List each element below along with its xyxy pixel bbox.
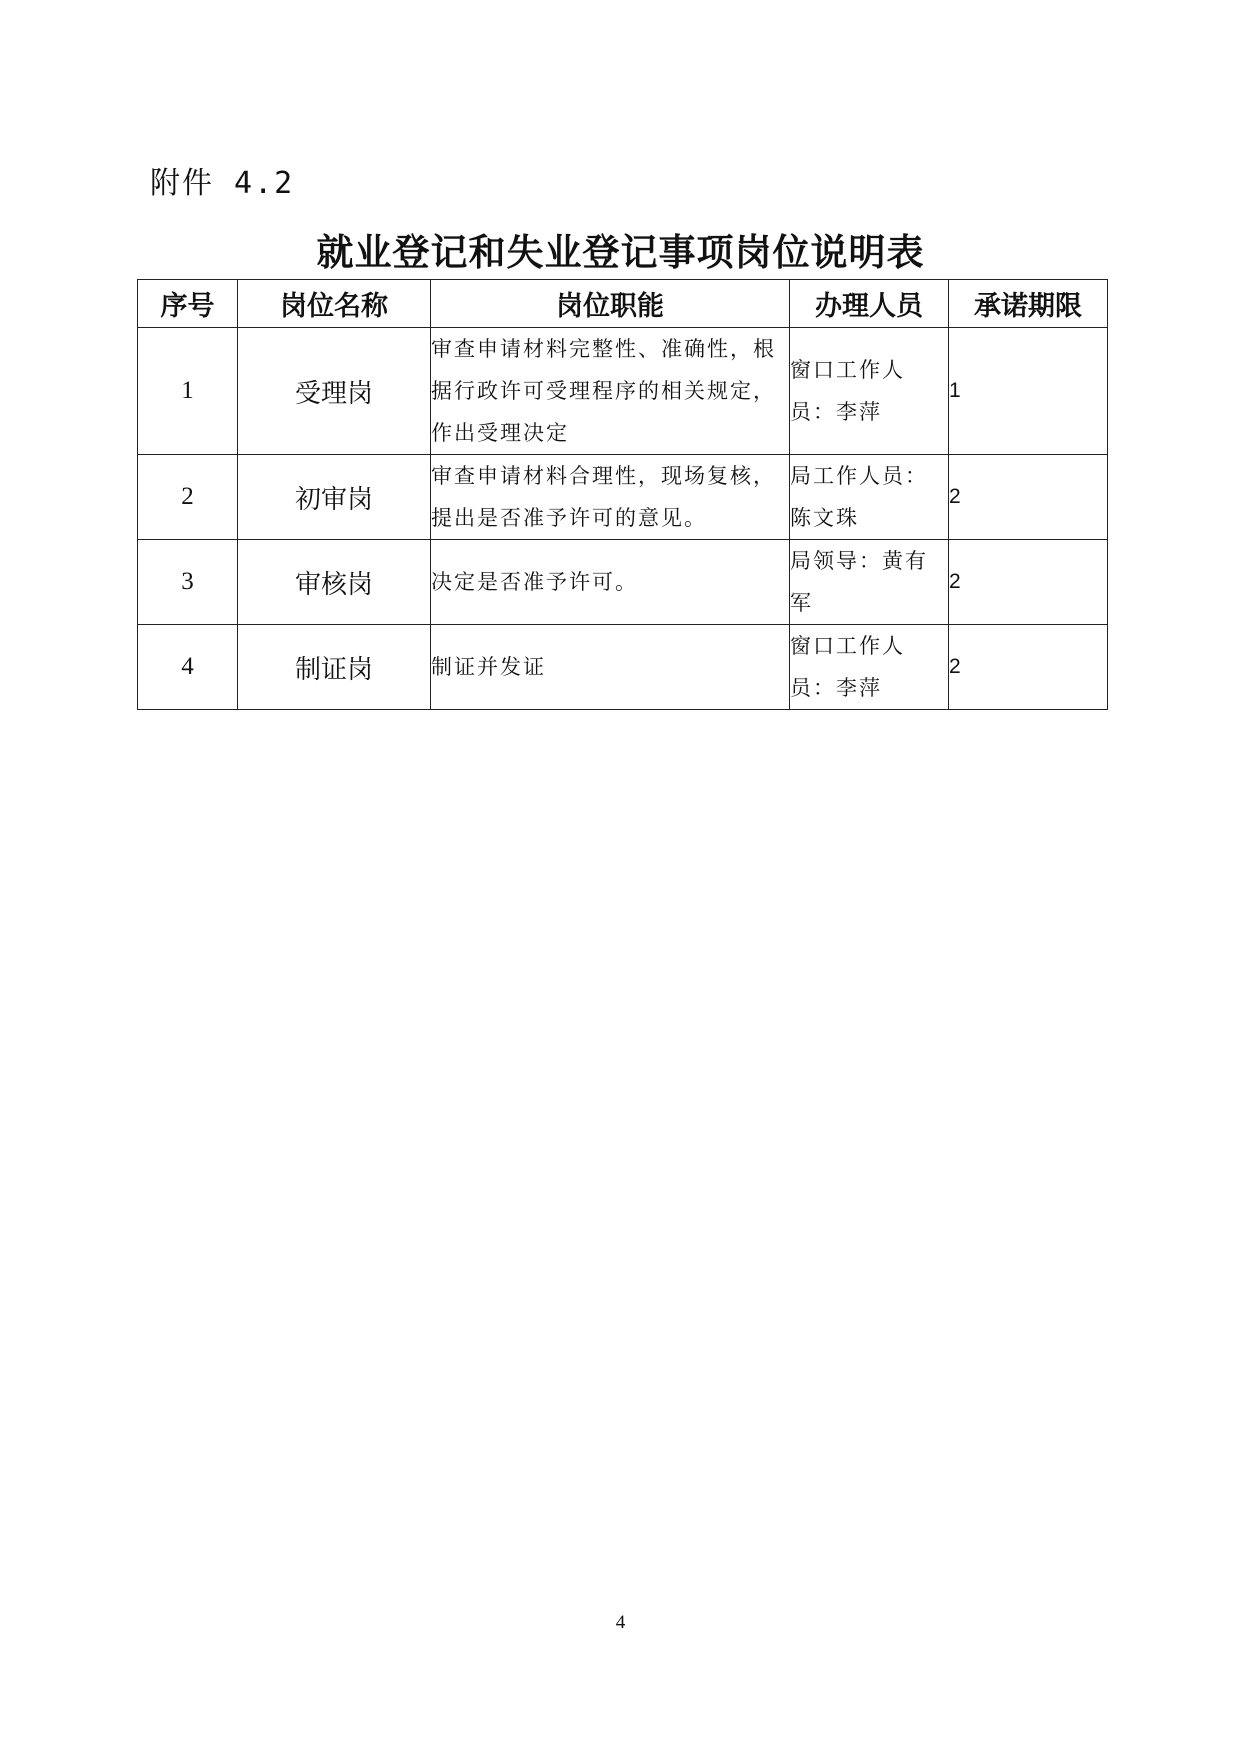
cell-staff: 局工作人员：陈文珠 bbox=[790, 455, 949, 540]
cell-post-duty: 审查申请材料完整性、准确性，根据行政许可受理程序的相关规定，作出受理决定 bbox=[431, 328, 790, 455]
header-post-duty: 岗位职能 bbox=[431, 280, 790, 328]
header-time-limit: 承诺期限 bbox=[949, 280, 1108, 328]
cell-post-name: 受理岗 bbox=[238, 328, 431, 455]
cell-post-duty: 制证并发证 bbox=[431, 625, 790, 710]
cell-no: 3 bbox=[138, 540, 238, 625]
header-staff: 办理人员 bbox=[790, 280, 949, 328]
header-post-name: 岗位名称 bbox=[238, 280, 431, 328]
table-row bbox=[138, 540, 1108, 625]
cell-time-limit: 2 bbox=[949, 625, 1108, 710]
cell-post-name: 制证岗 bbox=[238, 625, 431, 710]
table-row bbox=[138, 625, 1108, 710]
cell-staff: 窗口工作人员：李萍 bbox=[790, 328, 949, 455]
post-description-table bbox=[137, 279, 1108, 710]
cell-no: 4 bbox=[138, 625, 238, 710]
cell-no: 1 bbox=[138, 328, 238, 455]
cell-time-limit: 2 bbox=[949, 455, 1108, 540]
cell-post-name: 初审岗 bbox=[238, 455, 431, 540]
table-header-row bbox=[138, 280, 1108, 328]
table-row bbox=[138, 328, 1108, 455]
document-title: 就业登记和失业登记事项岗位说明表 bbox=[316, 231, 925, 274]
cell-staff: 窗口工作人员：李萍 bbox=[790, 625, 949, 710]
cell-post-name: 审核岗 bbox=[238, 540, 431, 625]
cell-post-duty: 审查申请材料合理性，现场复核，提出是否准予许可的意见。 bbox=[431, 455, 790, 540]
page-number: 4 bbox=[615, 1612, 626, 1633]
cell-time-limit: 1 bbox=[949, 328, 1108, 455]
header-no: 序号 bbox=[138, 280, 238, 328]
cell-time-limit: 2 bbox=[949, 540, 1108, 625]
attachment-label: 附件 4.2 bbox=[150, 166, 295, 201]
table-row bbox=[138, 455, 1108, 540]
cell-no: 2 bbox=[138, 455, 238, 540]
cell-staff: 局领导：黄有军 bbox=[790, 540, 949, 625]
cell-post-duty: 决定是否准予许可。 bbox=[431, 540, 790, 625]
